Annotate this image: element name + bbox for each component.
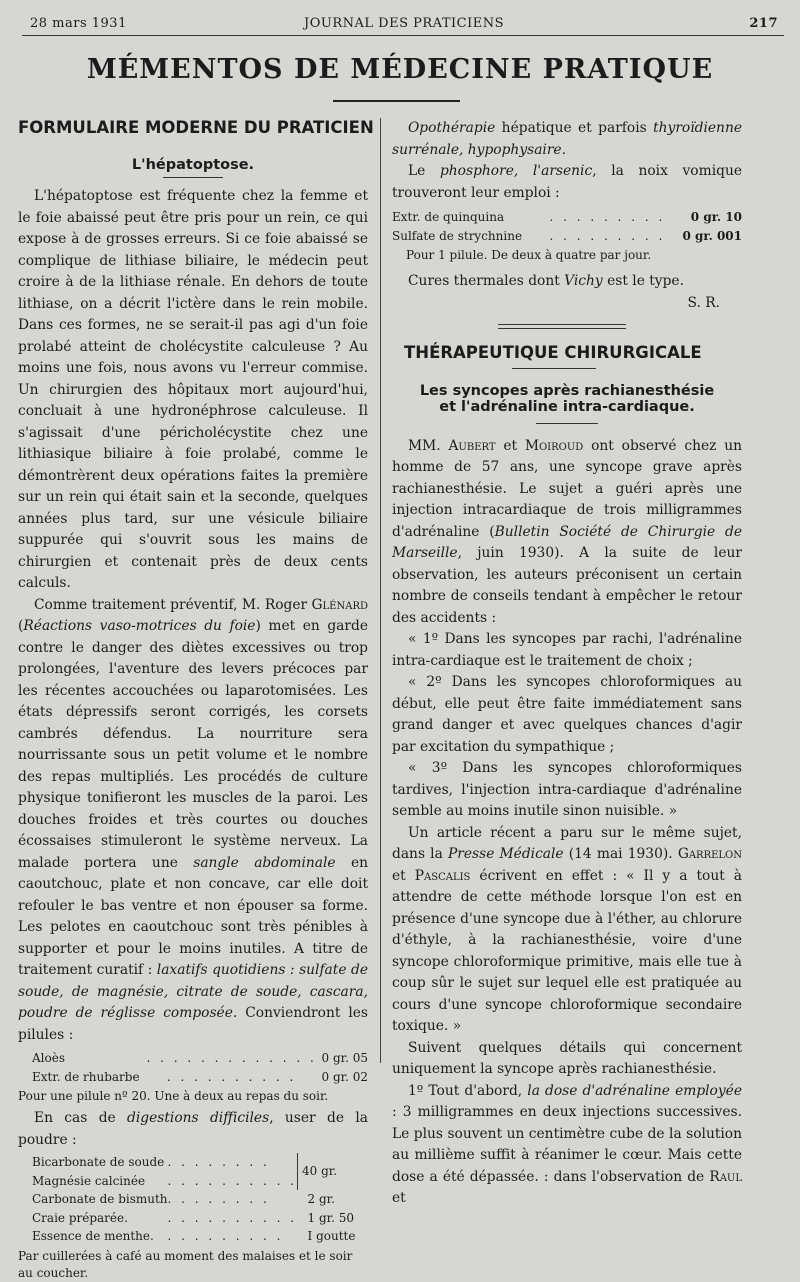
recipe-row: Carbonate de bismuth . . . . . . . . 2 gr. bbox=[32, 1192, 335, 1206]
work-title: Réactions vaso-motrices du foie bbox=[23, 618, 256, 634]
right-body-article: MM. Aubert et Moiroud ont observé chez un homme de 57 ans, une syncope grave après rachianesthésie. Le sujet a guéri après une injection intracardiaque de trois milligrammes d'adrénaline (Bulletin Société de Chirurgie de Marseille, juin 1930). A la suite de leur observation, les auteurs préconisent un certain nombre de conseils tendant à empêcher le retour des accidents : « 1º Dans les syncopes par rachi, l'adrénaline intra-cardiaque est le traitement de choix ; « 2º Dans les syncopes chloroformiques au début, elle peut être faite immédiatement sans grand danger et avec quelques chances d'agir par excitation du sympathique ; « 3º Dans les syncopes chloroformiques tardives, l'injection intra-cardiaque d'adrénaline semble au moins inutile sinon nuisible. » Un article récent a paru sur le même sujet, dans la Presse Médicale (14 mai 1930). Garrelon et Pascalis écrivent en effet : « Il y a tout à attendre de cette méthode lorsque l'on est en présence d'une syncope due à l'éther, au chlorure d'éthyle, à la rachianesthésie, voire d'une syncope chloroformique primitive, mais elle tue à coup sûr le sujet sur lequel elle est pratiquée au cours d'une syncope chloroformique secondaire toxique. » Suivent quelques détails qui concernent uniquement la syncope après rachianesthésie. 1º Tout d'abord, la dose d'adrénaline employée : 3 milligrammes en deux injections successives. Le plus souvent un centimètre cube de la solution au millième suffit à réanimer le cœur. Mais cette dose a été dépassée. : dans l'observation de Raul et bbox=[392, 437, 743, 1206]
recipe-row: Essence de menthe. . . . . . . . . . I goutte bbox=[32, 1229, 356, 1243]
article-subtitle: Les syncopes après rachianesthésie et l'adrénaline intra-cardiaque. bbox=[419, 382, 715, 415]
recipe-row: Bicarbonate de soude . . . . . . . . 40 gr. bbox=[32, 1153, 355, 1172]
recipe-quinquina bbox=[392, 208, 742, 245]
recipe-note: Pour 1 pilule. De deux à quatre par jour. bbox=[406, 248, 652, 262]
column-divider bbox=[380, 118, 381, 1063]
recipe-row: Extr. de rhubarbe . . . . . . . . . . 0 gr. 02 bbox=[32, 1069, 368, 1084]
right-body-top: Opothérapie hépatique et parfois thyroïdienne surrénale, hypophysaire. Le phosphore, l'arsenic, la noix vomique trouveront leur emploi : bbox=[392, 120, 742, 201]
signature: S. R. bbox=[687, 294, 720, 311]
left-column bbox=[18, 118, 374, 1282]
recipe-note: Pour une pilule nº 20. Une à deux au repas du soir. bbox=[18, 1089, 329, 1103]
left-body-2: En cas de digestions difficiles, user de la poudre : bbox=[18, 1110, 368, 1148]
main-title: MÉMENTOS DE MÉDECINE PRATIQUE bbox=[86, 54, 714, 85]
section-title-formulaire: FORMULAIRE MODERNE DU PRATICIEN bbox=[18, 118, 374, 137]
right-body-cures: Cures thermales dont Vichy est le type. bbox=[408, 273, 684, 289]
recipe-note: Par cuillerées à café au moment des malaises et le soir au coucher. bbox=[18, 1248, 353, 1280]
subtitle-hepatoptose: L'hépatoptose. bbox=[131, 157, 255, 173]
recipe-row: Extr. de quinquina . . . . . . . . . 0 gr. 10 bbox=[392, 210, 742, 224]
page-number: 217 bbox=[749, 16, 778, 31]
recipe-powder bbox=[18, 1153, 368, 1246]
recipe-row: Magnésie calcinée . . . . . . . . . . bbox=[32, 1173, 298, 1188]
journal-name: JOURNAL DES PRATICIENS bbox=[304, 16, 504, 31]
author-name: Glénard bbox=[311, 596, 368, 613]
recipe-row: Sulfate de strychnine . . . . . . . . . 0 gr. 001 bbox=[392, 228, 742, 243]
title-rule bbox=[333, 100, 460, 102]
issue-date: 28 mars 1931 bbox=[30, 16, 127, 31]
running-head bbox=[30, 16, 778, 36]
section-title-therapeutique: THÉRAPEUTIQUE CHIRURGICALE bbox=[404, 342, 702, 362]
subtitle-rule bbox=[536, 423, 598, 424]
header-rule bbox=[22, 35, 784, 36]
recipe-row: Aloès . . . . . . . . . . . . . 0 gr. 05 bbox=[32, 1051, 368, 1065]
recipe-pills bbox=[18, 1049, 368, 1086]
subtitle-rule bbox=[163, 177, 223, 178]
paragraph: L'hépatoptose est fréquente chez la femme et le foie abaissé peut être pris pour un rein, ce qui expose à de grosses erreurs. Si ce foie abaissé se complique de lithiase biliaire, le médecin peut croire à de la lithiase rénale. En dehors de toute lithiase, on a décrit l'ictère dans le rein mobile. Dans ces formes, ne se serait-il pas agi d'un foie prolabé atteint de cholécystite calculeuse ? Au moins une fois, nous avons vu l'erreur commise. Un chirurgien des hôpitaux mort aujourd'hui, concluait à une hydronéphrose calculeuse. Il s'agissait d'une péricholécystite chez une lithiasique biliaire à foie prolabé, comme le démontrèrent deux opérations faites la première sur un rein qui était sain et la seconde, quelques années plus tard, sur une vésicule biliaire suppurée qui s'ouvrit sous les mains de chirurgien et contenait près de deux cents calculs. bbox=[18, 188, 368, 591]
recipe-row: Craie préparée. . . . . . . . . . . 1 gr. 50 bbox=[32, 1210, 354, 1225]
paragraph: Comme traitement préventif, M. Roger Glénard (Réactions vaso-motrices du foie) met en garde contre le danger des diètes excessives ou trop prolongées, l'aventure des levers précoces par les récentes accouchées ou laparotomisées. Les états dépressifs seront corrigés, les corsets cambrés défendus. La nourriture sera nourrissante sous un petit volume et le nombre des repas multipliés. Les procédés de culture physique tonifieront les muscles de la paroi. Les douches froides et très courtes ou douches écossaises stimuleront le système nerveux. La malade portera une sangle abdominale en caoutchouc, plate et non concave, car elle doit refouler le bas ventre et non épouser sa forme. Les pelotes en caoutchouc sont très pénibles à supporter et pour le moins inutiles. A titre de traitement curatif : laxatifs quotidiens : sulfate de soude, de magnésie, citrate de soude, cascara, poudre de réglisse composée. Conviendront les pilules : bbox=[18, 596, 368, 1043]
left-body bbox=[18, 186, 368, 1046]
right-column bbox=[392, 118, 742, 1210]
